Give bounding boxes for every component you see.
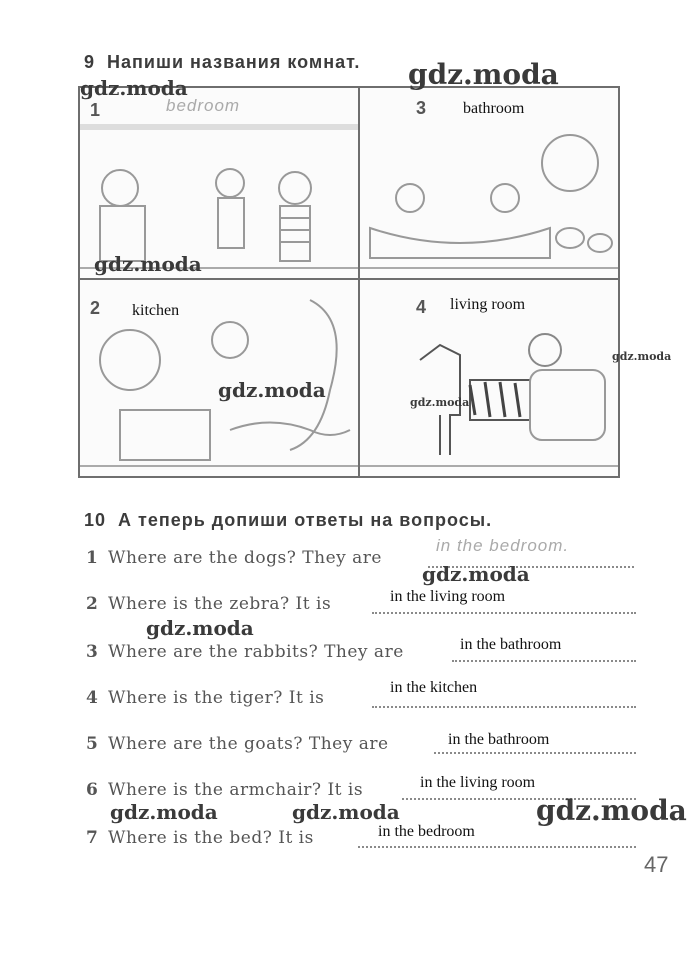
exercise-10-heading — [84, 510, 492, 531]
question-text: Where is the bed? It is — [108, 828, 314, 848]
panel-3-number: 3 — [416, 98, 427, 118]
question-2-answer: in the living room — [390, 588, 506, 605]
question-6 — [86, 780, 363, 800]
question-number: 7 — [86, 828, 99, 848]
watermark: gdz.moda — [94, 252, 202, 276]
watermark: gdz.moda — [80, 76, 188, 100]
question-3 — [86, 642, 404, 662]
watermark: gdz.moda — [410, 396, 470, 409]
question-3-answer: in the bathroom — [460, 636, 562, 653]
question-4-answer: in the kitchen — [390, 679, 478, 696]
watermark: gdz.moda — [612, 350, 672, 363]
panel-4-number: 4 — [416, 297, 427, 317]
question-text: Where is the tiger? It is — [108, 688, 325, 708]
watermark: gdz.moda — [292, 800, 400, 824]
question-6-answer: in the living room — [420, 774, 536, 791]
question-text: Where is the zebra? It is — [108, 594, 332, 614]
question-number: 2 — [86, 594, 99, 614]
watermark: gdz.moda — [536, 794, 687, 827]
answer-line — [358, 846, 636, 848]
question-5 — [86, 734, 389, 754]
panel-4-answer: living room — [450, 296, 526, 313]
question-text: Where are the rabbits? They are — [108, 642, 404, 662]
question-text: Where are the dogs? They are — [108, 548, 382, 568]
exercise-number: 10 — [84, 510, 107, 530]
panel-3-answer: bathroom — [463, 100, 525, 117]
question-number: 5 — [86, 734, 99, 754]
question-number: 4 — [86, 688, 99, 708]
question-text: Where is the armchair? It is — [108, 780, 364, 800]
panel-1-number: 1 — [90, 100, 101, 120]
question-7-answer: in the bedroom — [378, 823, 475, 840]
exercise-instruction: Напиши названия комнат. — [107, 52, 361, 72]
answer-line — [434, 752, 636, 754]
question-number: 6 — [86, 780, 99, 800]
question-text: Where are the goats? They are — [108, 734, 389, 754]
panel-1-answer: bedroom — [166, 96, 241, 115]
watermark: gdz.moda — [218, 378, 326, 402]
answer-line — [372, 706, 636, 708]
panel-2-answer: kitchen — [132, 302, 180, 319]
question-7 — [86, 828, 314, 848]
question-2 — [86, 594, 331, 614]
answer-line — [372, 612, 636, 614]
exercise-9-heading — [84, 52, 360, 73]
watermark: gdz.moda — [422, 562, 530, 586]
panel-2-number: 2 — [90, 298, 101, 318]
watermark: gdz.moda — [110, 800, 218, 824]
page-number: 47 — [644, 852, 669, 877]
exercise-instruction: А теперь допиши ответы на вопросы. — [118, 510, 493, 530]
answer-line — [452, 660, 636, 662]
question-1-answer: in the bedroom. — [436, 536, 570, 555]
watermark: gdz.moda — [146, 616, 254, 640]
question-number: 1 — [86, 548, 99, 568]
watermark: gdz.moda — [408, 58, 559, 91]
question-5-answer: in the bathroom — [448, 731, 550, 748]
question-4 — [86, 688, 324, 708]
question-1 — [86, 548, 382, 568]
exercise-number: 9 — [84, 52, 96, 72]
question-number: 3 — [86, 642, 99, 662]
